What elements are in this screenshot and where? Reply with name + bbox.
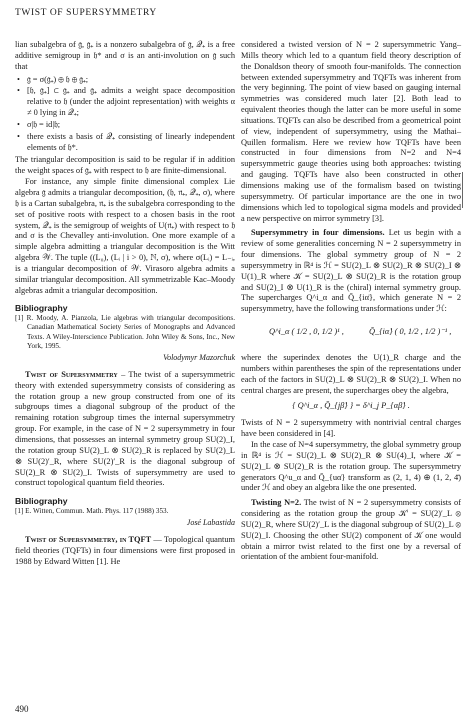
section-headword: Twisting N=2. <box>251 498 302 508</box>
paragraph-superindex: where the superindex denotes the U(1)_R charge and the numbers within parentheses the spin of the representations under each of the factors in SU(2)_L ⊗ SU(2)_R ⊗ SU(2)_I. When no central charges are present, the supercharges obey the algebra, <box>241 353 461 395</box>
bibliography-entry: [1] R. Moody, A. Pianzola, Lie algebras with triangular decompositions. Canadian Mathematical Society Series of Monographs and Advanced Texts. A Wiley-Interscience Publication. John Wiley & Sons, Inc., New York, 1995. <box>15 314 235 350</box>
paragraph-example: For instance, any simple finite dimensional complex Lie algebra 𝔤 admits a triangular decomposition, (𝔥, 𝔫₊, 𝒬₊, σ), where 𝔥 is a Cartan subalgebra, 𝔫₊ is the subalgebra corresponding to the set of positive roots with respect to a chosen basis in the root system, 𝒬₊ is the semigroup of weights of U(𝔫₊) with respect to 𝔥 and σ is the Chevalley anti-involution. One more example of a simple algebra admitting a triangular decomposition is the Witt algebra 𝒲. The tuple ((L₀), (Lᵢ | i > 0), ℕ, σ), where σ(Lᵢ) = L₋ᵢ, is a triangular decomposition of 𝒲. Virasoro algebra admits a similar triangular decomposition. All symmetrizable Kac–Moody algebras admit a triangular decomposition. <box>15 177 235 295</box>
list-item: • [𝔥, 𝔤₊] ⊂ 𝔤₊ and 𝔤₊ admits a weight space decomposition relative to 𝔥 (under the adjoint representation) with weights α ≠ 0 lying in 𝒬₊; <box>27 86 235 119</box>
article-author: Volodymyr Mazorchuk <box>163 353 235 363</box>
entry-body: — Topological quantum field theories (TQFTs) in four dimensions were first proposed in 1988 by Edward Witten [1]. He <box>15 535 235 566</box>
running-header: TWIST OF SUPERSYMMETRY <box>15 8 157 18</box>
entry-twist-of-supersymmetry <box>15 370 235 489</box>
equation-algebra: { Q^i_α , Q̄_{jβ̇} } = δ^i_j P_{αβ̇} . <box>292 401 410 411</box>
entry-headword: Twist of Supersymmetry, in TQFT <box>25 535 152 545</box>
bibliography-entry: [1] E. Witten, Commun. Math. Phys. 117 (1988) 353. <box>15 507 169 516</box>
equation-supercharges <box>241 319 461 347</box>
entry-headword: Twist of Supersymmetry <box>25 369 118 379</box>
paragraph-central-charges: Twists of N = 2 supersymmetry with nontrivial central charges have been considered in [4]. <box>241 418 461 439</box>
entry-twist-in-tqft <box>15 535 235 568</box>
paragraph-twisting <box>241 498 461 563</box>
paragraph-four-dimensions <box>241 228 461 315</box>
paragraph-continued: considered a twisted version of N = 2 supersymmetric Yang–Mills theory which led to a quantum field theory description of the Donaldson theory of smooth four-manifolds. The connection between extended supersymmetry and TQFTs was inherent from the very beginning. The point of view based on gauging internal symmetries was considered much later [2]. Both lead to equivalent theories though the latter can be more useful in some situations. TQFTs can also be described from a geometrical point of view, independent of supersymmetry, using the Mathai–Quillen formalism. Here we review how TQFTs have been constructed in four dimensions from N=2 and N=4 supersymmetric gauge theories using both approaches: twisting and gauging. TQFTs have also been constructed in other dimensions making use of the formalism based on twisting supersymmetry. Of particular importance are the one in two dimensions which led to topological sigma models and provided a new perspective on mirror symmetry [3]. <box>241 40 461 223</box>
right-column <box>241 40 461 563</box>
paragraph-body: The twist of N = 2 supersymmetry consists of considering as the rotation group the group 𝒦′ = SU(2)′_L ⊗ SU(2)_R, where SU(2)′_L is the diagonal subgroup of SU(2)_L ⊗ SU(2)_I. Choosing the other SU(2) component of 𝒦 one would obtain a mirror twist related to the first one by a reversal of orientation of the ambient four-manifold. <box>241 498 461 562</box>
paragraph-body: Let us begin with a review of some generalities concerning N = 2 supersymmetry in four dimensions. The global symmetry group of N = 2 supersymmetry in ℝ⁴ is ℋ = SU(2)_L ⊗ SU(2)_R ⊗ SU(2)_I ⊗ U(1)_R where 𝒦 = SU(2)_L ⊗ SU(2)_R is the rotation group and SU(2)_I ⊗ U(1)_R is the (chiral) internal symmetry group. The supercharges Q^i_α and Q̄_{iα̇}, which generate N = 2 supersymmetry, have the following transformations under ℋ: <box>241 228 461 314</box>
equation-part-left: Q^i_α ( 1/2 , 0, 1/2 )¹ , <box>269 327 344 337</box>
article-author: José Labastida <box>186 518 235 528</box>
left-column <box>15 40 235 568</box>
intro-paragraph: lian subalgebra of 𝔤, 𝔤₊ is a nonzero subalgebra of 𝔤, 𝒬₊ is a free additive semigroup in 𝔥* and σ is an anti-involution on 𝔤 such that <box>15 40 235 71</box>
list-item: • σ|𝔥 = id|𝔥; <box>27 120 235 131</box>
section-headword: Supersymmetry in four dimensions. <box>251 228 385 238</box>
paragraph-n4: In the case of N=4 supersymmetry, the global symmetry group in ℝ⁴ is ℋ = SU(2)_L ⊗ SU(2)_R ⊗ SU(4)_I, where 𝒦 = SU(2)_L ⊗ SU(2)_R is the rotation group. The supersymmetry generators Q^u_α and Q̄_{uα̇} transform as (2, 1, 4) ⊕ (1, 2, 4̄) under ℋ and obey an algebra like the one presented. <box>241 440 461 493</box>
definition-list <box>15 75 235 154</box>
change-bar <box>462 172 463 208</box>
page-number: 490 <box>15 704 29 714</box>
list-item: • 𝔤 = σ(𝔤₊) ⊕ 𝔥 ⊕ 𝔤₊; <box>27 75 235 86</box>
equation-part-right: Q̄_{iα̇} ( 0, 1/2 , 1/2 )⁻¹ , <box>369 327 452 337</box>
entry-body: – The twist of a supersymmetric theory with extended supersymmetry consists of considering as the rotation group a new group constructed from one of its subgroups times a diagonal subgroup of the product of the remaining rotation subgroup times the internal supersymmetry group. For example, in the case of N = 2 supersymmetry in four dimensions, that possesses an internal symmetry group SU(2)_I, the rotation group SU(2)_L ⊗ SU(2)_R is replaced by SU(2)_L ⊗ SU(2)′_R, where SU(2)′_R is the diagonal subgroup of SU(2)_R ⊗ SU(2)_I. Twists of supersymmetry are used to construct topological quantum field theories. <box>15 369 235 488</box>
list-item: • there exists a basis of 𝒬₊ consisting of linearly independent elements of 𝔥*. <box>27 132 235 154</box>
bibliography-heading: Bibliography <box>15 303 68 314</box>
paragraph-regular: The triangular decomposition is said to be regular if in addition the weight spaces of 𝔤₊ with respect to 𝔥 are finite-dimensional. <box>15 155 235 176</box>
bibliography-heading: Bibliography <box>15 496 68 507</box>
